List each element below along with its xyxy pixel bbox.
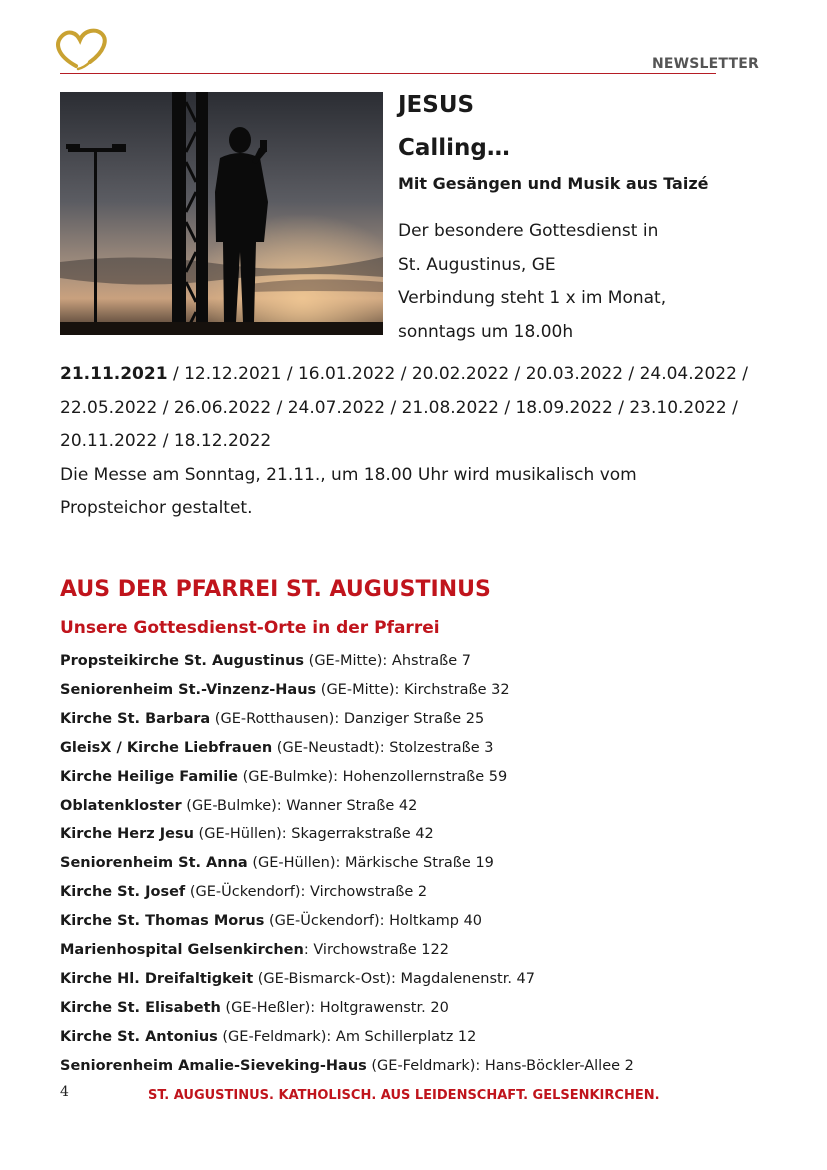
event-title-line2: Calling… — [398, 135, 510, 161]
place-detail: (GE-Rotthausen): Danziger Straße 25 — [210, 710, 485, 727]
place-detail: (GE-Mitte): Kirchstraße 32 — [316, 681, 510, 698]
place-name: Oblatenkloster — [60, 797, 182, 814]
place-name: Kirche St. Elisabeth — [60, 999, 221, 1016]
place-detail: (GE-Ückendorf): Virchowstraße 2 — [185, 884, 428, 901]
event-dates — [60, 358, 770, 526]
event-title-line1: JESUS — [398, 92, 475, 118]
place-name: Kirche Hl. Dreifaltigkeit — [60, 970, 254, 987]
place-detail: (GE-Hüllen): Märkische Straße 19 — [247, 855, 494, 872]
place-detail: (GE-Bulmke): Hohenzollernstraße 59 — [238, 768, 508, 785]
page-number: 4 — [60, 1084, 69, 1100]
list-item — [60, 647, 780, 676]
dates-line: 20.11.2022 / 18.12.2022 — [60, 431, 272, 451]
places-list — [60, 647, 780, 1081]
description-line: Der besondere Gottesdienst in — [398, 221, 659, 241]
place-name: Kirche St. Barbara — [60, 710, 211, 727]
heart-logo-icon — [52, 26, 110, 72]
event-description — [398, 215, 768, 349]
footer-slogan: ST. AUGUSTINUS. KATHOLISCH. AUS LEIDENSCHAFT. GELSENKIRCHEN. — [148, 1088, 660, 1103]
place-name: Propsteikirche St. Augustinus — [60, 653, 305, 669]
note-line: Propsteichor gestaltet. — [60, 498, 253, 518]
place-name: Seniorenheim St.-Vinzenz-Haus — [60, 681, 317, 698]
event-intro — [398, 90, 768, 349]
place-name: Kirche Herz Jesu — [60, 826, 194, 843]
place-detail: (GE-Feldmark): Hans-Böckler-Allee 2 — [366, 1057, 634, 1074]
place-detail: (GE-Heßler): Holtgrawenstr. 20 — [220, 999, 449, 1016]
description-line: sonntags um 18.00h — [398, 321, 574, 342]
dates-line: 22.05.2022 / 26.06.2022 / 24.07.2022 / 21.08.2022 / 18.09.2022 / 23.10.2022 / — [60, 397, 738, 418]
list-item — [60, 792, 780, 821]
list-item — [60, 907, 780, 936]
place-detail: (GE-Hüllen): Skagerrakstraße 42 — [193, 826, 434, 843]
section-subheading: Unsere Gottesdienst-Orte in der Pfarrei — [60, 618, 440, 638]
list-item — [60, 763, 780, 792]
list-item — [60, 1052, 780, 1081]
dates-line — [60, 358, 770, 392]
place-detail: (GE-Bismarck-Ost): Magdalenenstr. 47 — [253, 970, 536, 987]
description-line: Verbindung steht 1 x im Monat, — [398, 288, 667, 308]
list-item — [60, 878, 780, 907]
place-name: Seniorenheim St. Anna — [60, 855, 248, 872]
place-detail: (GE-Ückendorf): Holtkamp 40 — [264, 913, 483, 930]
place-name: Kirche Heilige Familie — [60, 768, 238, 785]
description-line: St. Augustinus, GE — [398, 254, 556, 275]
list-item — [60, 936, 780, 965]
header-divider — [60, 73, 716, 74]
place-detail: : Virchowstraße 122 — [303, 942, 449, 959]
place-detail: (GE-Mitte): Ahstraße 7 — [304, 653, 472, 669]
dates-rest: / 12.12.2021 / 16.01.2022 / 20.02.2022 / 20.03.2022 / 24.04.2022 / — [167, 364, 749, 384]
section-heading: AUS DER PFARREI ST. AUGUSTINUS — [60, 577, 491, 602]
list-item — [60, 734, 780, 763]
silhouette-photo — [60, 92, 383, 335]
list-item — [60, 849, 780, 878]
place-name: Kirche St. Josef — [60, 884, 186, 901]
note-line: Die Messe am Sonntag, 21.11., um 18.00 Uhr wird musikalisch vom — [60, 464, 637, 485]
place-name: Seniorenheim Amalie-Sieveking-Haus — [60, 1057, 367, 1074]
list-item — [60, 994, 780, 1023]
list-item — [60, 705, 780, 734]
place-name: GleisX / Kirche Liebfrauen — [60, 739, 273, 756]
place-name: Kirche St. Thomas Morus — [60, 913, 265, 930]
list-item — [60, 965, 780, 994]
newsletter-label: NEWSLETTER — [651, 56, 759, 72]
place-detail: (GE-Bulmke): Wanner Straße 42 — [181, 797, 418, 814]
place-name: Kirche St. Antonius — [60, 1028, 218, 1045]
place-detail: (GE-Feldmark): Am Schillerplatz 12 — [217, 1028, 477, 1045]
place-detail: (GE-Neustadt): Stolzestraße 3 — [272, 739, 494, 756]
list-item — [60, 820, 780, 849]
list-item — [60, 676, 780, 705]
event-subtitle: Mit Gesängen und Musik aus Taizé — [398, 174, 709, 193]
place-name: Marienhospital Gelsenkirchen — [60, 942, 304, 959]
list-item — [60, 1023, 780, 1052]
first-date: 21.11.2021 — [60, 364, 168, 384]
